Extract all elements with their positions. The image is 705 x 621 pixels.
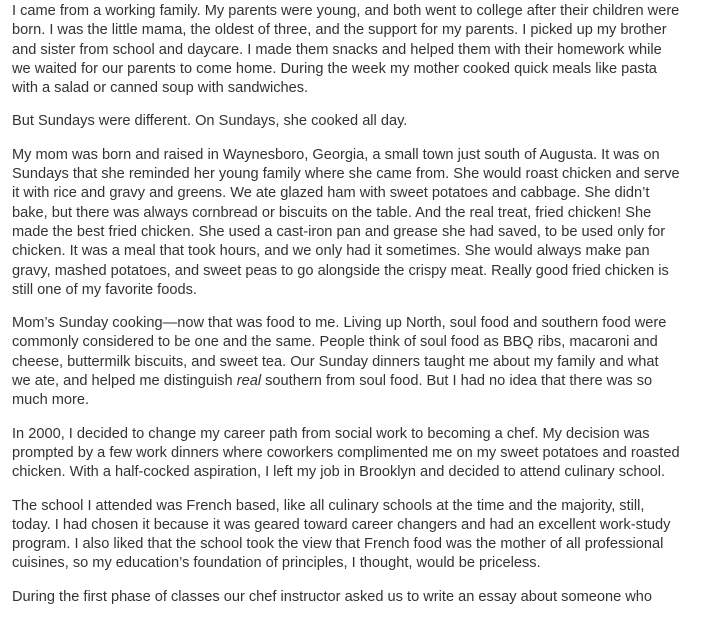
emphasis-real: real <box>236 373 262 390</box>
paragraph-first-phase: During the first phase of classes our chef instructor asked us to write an essay about someone who <box>12 588 653 605</box>
paragraph-working-family: I came from a working family. My parents were young, and both went to college after their children were born. I was the little mama, the oldest of three, and the support for my parents. I picked up my brother and sister from school and daycare. I made them snacks and helped them with their homework while we waited for our parents to come home. During the week my mother cooked quick meals like pasta with a salad or canned soup with sandwiches. <box>12 3 680 97</box>
paragraph-text: southern from soul food. But I had no idea that there was so much more. <box>12 373 653 409</box>
paragraph-sunday-cooking <box>12 314 680 410</box>
paragraph-sundays: But Sundays were different. On Sundays, she cooked all day. <box>12 113 408 130</box>
article-body <box>12 2 680 621</box>
paragraph-career-change: In 2000, I decided to change my career path from social work to becoming a chef. My decision was prompted by a few work dinners where coworkers complimented me on my sweet potatoes and roasted chicken. With a half-cocked aspiration, I left my job in Brooklyn and decided to attend culinary school. <box>12 425 680 481</box>
paragraph-text: Mom’s Sunday cooking—now that was food to me. Living up North, soul food and southern food were commonly considered to be one and the same. People think of soul food as BBQ ribs, macaroni and cheese, buttermilk biscuits, and sweet tea. Our Sunday dinners taught me about my family and what we ate, and helped me distinguish <box>12 315 667 390</box>
paragraph-culinary-school: The school I attended was French based, like all culinary schools at the time and the majority, still, today. I had chosen it because it was geared toward career changers and had an excellent work-study program. I also liked that the school took the view that French food was the mother of all professional cuisines, so my education’s foundation of principles, I thought, would be priceless. <box>12 497 671 572</box>
paragraph-waynesboro: My mom was born and raised in Waynesboro, Georgia, a small town just south of Augusta. It was on Sundays that she reminded her young family where she came from. She would roast chicken and serve it with rice and gravy and greens. We ate glazed ham with sweet potatoes and cabbage. She didn’t bake, but there was always cornbread or biscuits on the table. And the real treat, fried chicken! She made the best fried chicken. She used a cast-iron pan and grease she had saved, to be used only for chicken. It was a meal that took hours, and we only had it sometimes. She would always make pan gravy, mashed potatoes, and sweet peas to go alongside the crispy meat. Really good fried chicken is still one of my favorite foods. <box>12 146 680 298</box>
